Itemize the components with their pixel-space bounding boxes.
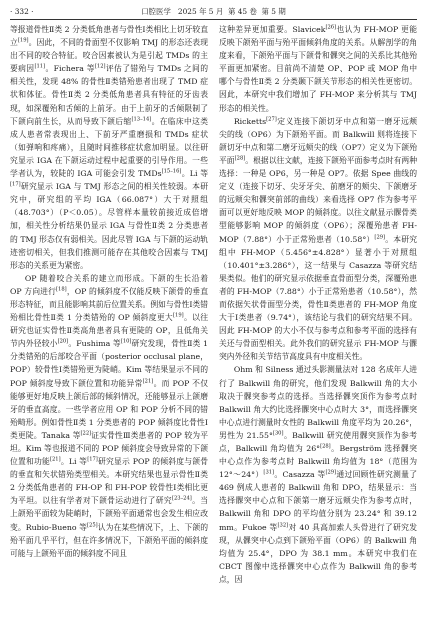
body-paragraph — [219, 115, 417, 364]
citation-ref: [22] — [80, 430, 92, 437]
paragraph-text: 。Fichera 等 — [45, 64, 95, 74]
paragraph-text: Ricketts — [233, 116, 267, 126]
issue-year: 2025 年 5 月 — [177, 7, 224, 16]
left-column — [10, 23, 208, 630]
citation-ref: [11] — [34, 63, 46, 70]
body-paragraph — [219, 363, 417, 586]
citation-ref: [15–16] — [161, 168, 182, 175]
journal-name: 口腔医学 — [141, 7, 171, 16]
right-column — [219, 23, 417, 630]
paragraph-text: 也认为 FH-MOP 更能反映下颌殆平面与殆平面倾斜角度的关系。从解剖学的角度来看，下颌殆平面与下颌骨和髁突之间的关系比其他殆平面更加紧密。目前尚不清楚 OP、POP 或 MOP 角中哪个与骨性Ⅱ类 2 分类颞下颌关节形态的相关性更密切。因此，本研究中我们增加了 FH-MOP 来分析其与 TMJ 形态的相关性。 — [219, 25, 417, 113]
citation-ref: [27] — [266, 116, 277, 123]
paragraph-text: 。在临床中这类成人患者常表现出上、下前牙严重磨损和 TMDs 症状（如弹响和疼痛），且随时间推移症状愈加明显。以往研究显示 IGA 在下颌运动过程中起重要的引导作用。一些学者认为，较陡的 IGA 可能会引发 TMDs — [10, 116, 208, 179]
paragraph-text: 。Li 等 — [181, 169, 208, 179]
citation-ref: [18] — [56, 286, 67, 293]
journal-info — [10, 6, 417, 18]
paragraph-text: 等报道骨性Ⅱ类 2 分类低角患者与骨性Ⅰ类相比上切牙较直立 — [10, 25, 208, 48]
citation-ref: [21] — [49, 456, 61, 463]
paragraph-text: 研究发现，骨性Ⅱ类 1 分类错殆的后部咬合平面（posterior occlusal plane，POP）较骨性Ⅰ类错殆更为陡峭。Kim 等结果显示不同的 POP 倾斜度导致下颌位置和功能异常 — [10, 339, 208, 388]
citation-ref: [23–24] — [171, 495, 192, 502]
paragraph-text: 。因此，不同的骨面型不仅影响 TMJ 的形态还表现出不同的咬合特征。咬合因素被认为是引起 TMDs 的主要病因 — [10, 38, 208, 74]
paragraph-text: 。Li 等 — [60, 457, 88, 467]
issue-number: 第 5 期 — [261, 7, 286, 16]
citation-ref: [13–14] — [131, 116, 152, 123]
citation-ref: [19] — [173, 312, 184, 319]
paragraph-text: 认为在某些情况下，上、下颌的殆平面几乎平行，但在许多情况下，下颌殆平面的倾斜度可能与上颌殆平面的倾斜度不同且 — [10, 522, 208, 558]
citation-ref: [25] — [87, 521, 98, 528]
citation-ref: [21] — [142, 377, 154, 384]
citation-ref: [19] — [17, 37, 29, 44]
citation-ref: [28] — [320, 443, 331, 450]
citation-ref: [17] — [87, 456, 98, 463]
paragraph-text: 。以往研究也证实骨性Ⅱ类高角患者具有更陡的 OP，且低角关节内外径较小 — [10, 313, 208, 349]
citation-ref: [20] — [57, 338, 69, 345]
citation-ref: [12] — [94, 63, 106, 70]
citation-ref: [10] — [120, 338, 132, 345]
paragraph-text: 研究显示 POP 的倾斜度与颌骨的垂直和矢状错殆类型相关。本研究结果也显示骨性Ⅱ类 2 分类低角患者的 FH-OP 和 FH-POP 较骨性Ⅰ类相比更为平坦。以往有学者对下颌骨运动进行了研究 — [10, 457, 208, 506]
citation-ref: [29] — [374, 233, 386, 240]
citation-ref: [17] — [10, 181, 21, 188]
paragraph-text: 。根据以往文献，连接下颌殆平面参考点时有两种选择：一种是 OP6，另一种是 OP7。依据 Spee 曲线的定义（连接下切牙、尖牙牙尖、前磨牙的颊尖、下颌磨牙的远颊尖和髁突前部的曲线）来看选择 OP7 作为参考平面可以更好地反映 MOP 的倾斜度。以往文献显示髁骨类型能够影响 MOP 的倾斜度（OP6）；深覆殆患者 FH-MOP（7.88°）小于正常殆患者（10.58°） — [219, 155, 417, 244]
paragraph-text: ，OP 的倾斜度不仅能反映下颌骨的垂直形态特征，而且能影响其前后位置关系。例如与骨性Ⅰ类错殆相比骨性Ⅱ类 1 分类错殆的 OP 倾斜度更大 — [10, 286, 208, 323]
paragraph-text: 。而 POP 不仅能够更好地反映上颌后部的倾斜情况，还能够显示上颌磨牙的垂直高度。一些学者应用 OP 和 POP 分析不同的错殆畸形。例如骨性Ⅱ类 1 分类患者的 POP 倾斜度比骨性Ⅰ类更陡。Tanaka 等 — [10, 378, 208, 440]
paragraph-text: 。Fushima 等 — [68, 339, 121, 349]
paragraph-text: 这种差异更加重要。Slavicek — [219, 25, 326, 34]
issue-volume: 第 45 卷 — [227, 7, 257, 16]
running-header — [10, 6, 417, 18]
citation-ref: [30] — [272, 430, 284, 437]
citation-ref: [28] — [234, 155, 246, 162]
header-rule — [10, 19, 417, 20]
citation-ref: [32] — [277, 521, 289, 528]
paragraph-text: OP 随着咬合关系的建立而形成。下颌的生长沿着 OP 方向进行 — [10, 273, 208, 296]
page-number: · 332 · — [10, 7, 34, 16]
paragraph-text: 对 40 具高加索人头骨进行了研究发现，从髁突中心点到下颌殆平面（OP6）的 Balkwill 角均值为 25.4°，DPO 为 38.1 mm。本研究中我们在 CBCT 图像中选择髁突中心点作为 Balkwill 角的参考点，因 — [219, 522, 417, 584]
paragraph-text: 评估了错殆与 TMDs 之间的相关性，发现 48% 的骨性Ⅱ类错殆患者出现了 TMD 症状和体征。骨性Ⅱ类 2 分类低角患者具有特征的牙齿表现，如深覆殆和舌倾的上前牙。由于上前牙的舌倾限制了下颌向前生长，从而导致下颌后缩 — [10, 64, 208, 126]
paragraph-text: Ohm 和 Silness 通过头影测量法对 128 名成年人进行了 Balkwill 角的研究，他们发现 Balkwill 角的大小取决于髁突参考点的选择。当选择髁突顶作为参考点时 Balkwill 角大约比选择髁突中心点时大 3°，而选择髁突中心点进行测量时女性的 Balkwill 角度平均为 20.26°，男性为 21.55° — [219, 365, 417, 440]
body-paragraph — [219, 23, 417, 115]
paragraph-text: 。Casazza 等 — [274, 470, 326, 480]
paragraph-text: 定义连接下颌切牙中点和第一磨牙远颊尖的线（OP6）为下颌殆平面。而 Balkwill 则将连接下颌切牙中点和第二磨牙远颊尖的线（OP7）定义为下颌殆平面 — [219, 116, 417, 165]
paragraph-text: 证实骨性Ⅲ类患者的 POP 较为平坦。Kim 等也报道不同的 POP 倾斜度会导致异常的下颌位置和功能 — [10, 430, 208, 467]
citation-ref: [29] — [325, 469, 337, 476]
paragraph-text: 研究显示 IGA 与 TMJ 形态之间的相关性较弱。本研究中，研究组的平均 IGA（66.087°）大于对照组（48.703°）（P＜0.05）。尽管样本量较前接近成倍增加，相关性分析结果仍显示 IGA 与骨性Ⅱ类 2 分类患者的 TMJ 形态仅有弱相关。因此尽管 IGA 与下颌的运动轨迹密切相关，但我们推测可能存在其他咬合因素与 TMJ 形态的关系更为紧密。 — [10, 182, 208, 270]
body-paragraph — [10, 23, 208, 272]
citation-ref: [26] — [325, 24, 337, 31]
paragraph-text: 。本研究组中 FH-MOP（5.456°±4.828°）显著小于对照组（10.401°±3.286°），这一结果与 Casazza 等研究结果类似。他们的研究显示依据垂直骨面型分类，深覆殆患者的 FH-MOP（7.88°）小于正常殆患者（10.58°），然而依据矢状骨面型分类，骨性Ⅱ类患者的 FH-MOP 角度大于Ⅰ类患者（9.74°），该结论与我们的研究结果不同。因此 FH-MOP 的大小不仅与参考点和参考平面的选择有关还与骨面型相关。此外我们的研究显示 FH-MOP 与髁突内外径和关节结节高度具有中度相关性。 — [219, 234, 417, 362]
paragraph-text: 。当上颌殆平面较为陡峭时，下颌殆平面通常也会发生相应改变。Rubio-Bueno 等 — [10, 496, 208, 532]
paragraph-text: 。Bergström 选择髁突中心点作为参考点时 Balkwill 角均值为 18°（范围为 12°～24°） — [219, 444, 417, 480]
paragraph-text: 。Balkwill 研究使用髁突顶作为参考点，Balkwill 角均值为 26° — [219, 430, 417, 453]
body-paragraph — [10, 272, 208, 560]
paragraph-text: 通过回顾性研究测量了 469 例成人患者的 Balkwill 角和 DPO，结果显示：当选择髁突中心点和下颌第一磨牙远颊尖作为参考点时，Balkwill 角和 DPO 的平均值分别为 23.24° 和 39.12 mm。Fukoe 等 — [219, 470, 417, 532]
citation-ref: [31] — [263, 469, 275, 476]
